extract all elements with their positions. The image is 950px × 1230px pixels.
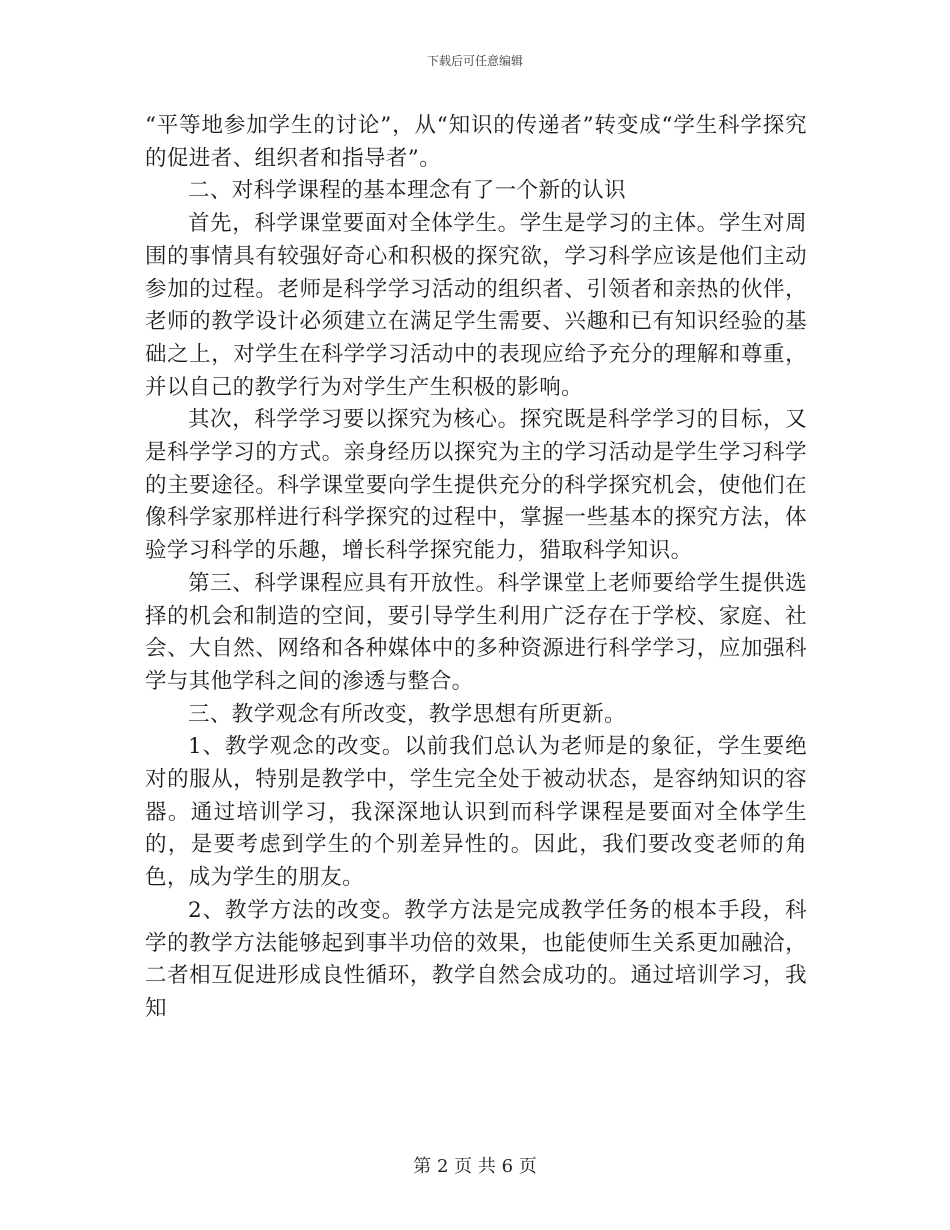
paragraph-teaching-method: 2、教学方法的改变。教学方法是完成教学任务的根本手段，科学的教学方法能够起到事半功倍的效果，也能使师生关系更加融洽，二者相互促进形成良性循环，教学自然会成功的。通过培训学习，我知 bbox=[145, 897, 807, 1021]
paragraph-teaching-concept: 1、教学观念的改变。以前我们总认为老师是的象征，学生要绝对的服从，特别是教学中，学生完全处于被动状态，是容纳知识的容器。通过培训学习，我深深地认识到而科学课程是要面对全体学生的，是要考虑到学生的个别差异性的。因此，我们要改变老师的角色，成为学生的朋友。 bbox=[145, 734, 807, 891]
paragraph-third: 第三、科学课程应具有开放性。科学课堂上老师要给学生提供选择的机会和制造的空间，要引导学生利用广泛存在于学校、家庭、社会、大自然、网络和各种媒体中的多种资源进行科学学习，应加强科学与其他学科之间的渗透与整合。 bbox=[145, 570, 807, 694]
page-header: 下载后可任意编辑 bbox=[426, 54, 523, 68]
section-heading-3: 三、教学观念有所改变，教学思想有所更新。 bbox=[188, 701, 627, 727]
paragraph-first: 首先，科学课堂要面对全体学生。学生是学习的主体。学生对周围的事情具有较强好奇心和积极的探究欲，学习科学应该是他们主动参加的过程。老师是科学学习活动的组织者、引领者和亲热的伙伴，老师的教学设计必须建立在满足学生需要、兴趣和已有知识经验的基础之上，对学生在科学学习活动中的表现应给予充分的理解和尊重，并以自己的教学行为对学生产生积极的影响。 bbox=[145, 211, 807, 400]
paragraph-second: 其次，科学学习要以探究为核心。探究既是科学学习的目标，又是科学学习的方式。亲身经历以探究为主的学习活动是学生学习科学的主要途径。科学课堂要向学生提供充分的科学探究机会，使他们在像科学家那样进行科学探究的过程中，掌握一些基本的探究方法，体验学习科学的乐趣，增长科学探究能力，猎取科学知识。 bbox=[145, 407, 807, 564]
page-number-footer: 第 2 页 共 6 页 bbox=[413, 1156, 537, 1177]
paragraph-1: “平等地参加学生的讨论”，从“知识的传递者”转变成“学生科学探究的促进者、组织者和指导者”。 bbox=[145, 113, 807, 171]
document-body bbox=[145, 110, 807, 1026]
section-heading-2: 二、对科学课程的基本理念有了一个新的认识 bbox=[188, 178, 627, 204]
